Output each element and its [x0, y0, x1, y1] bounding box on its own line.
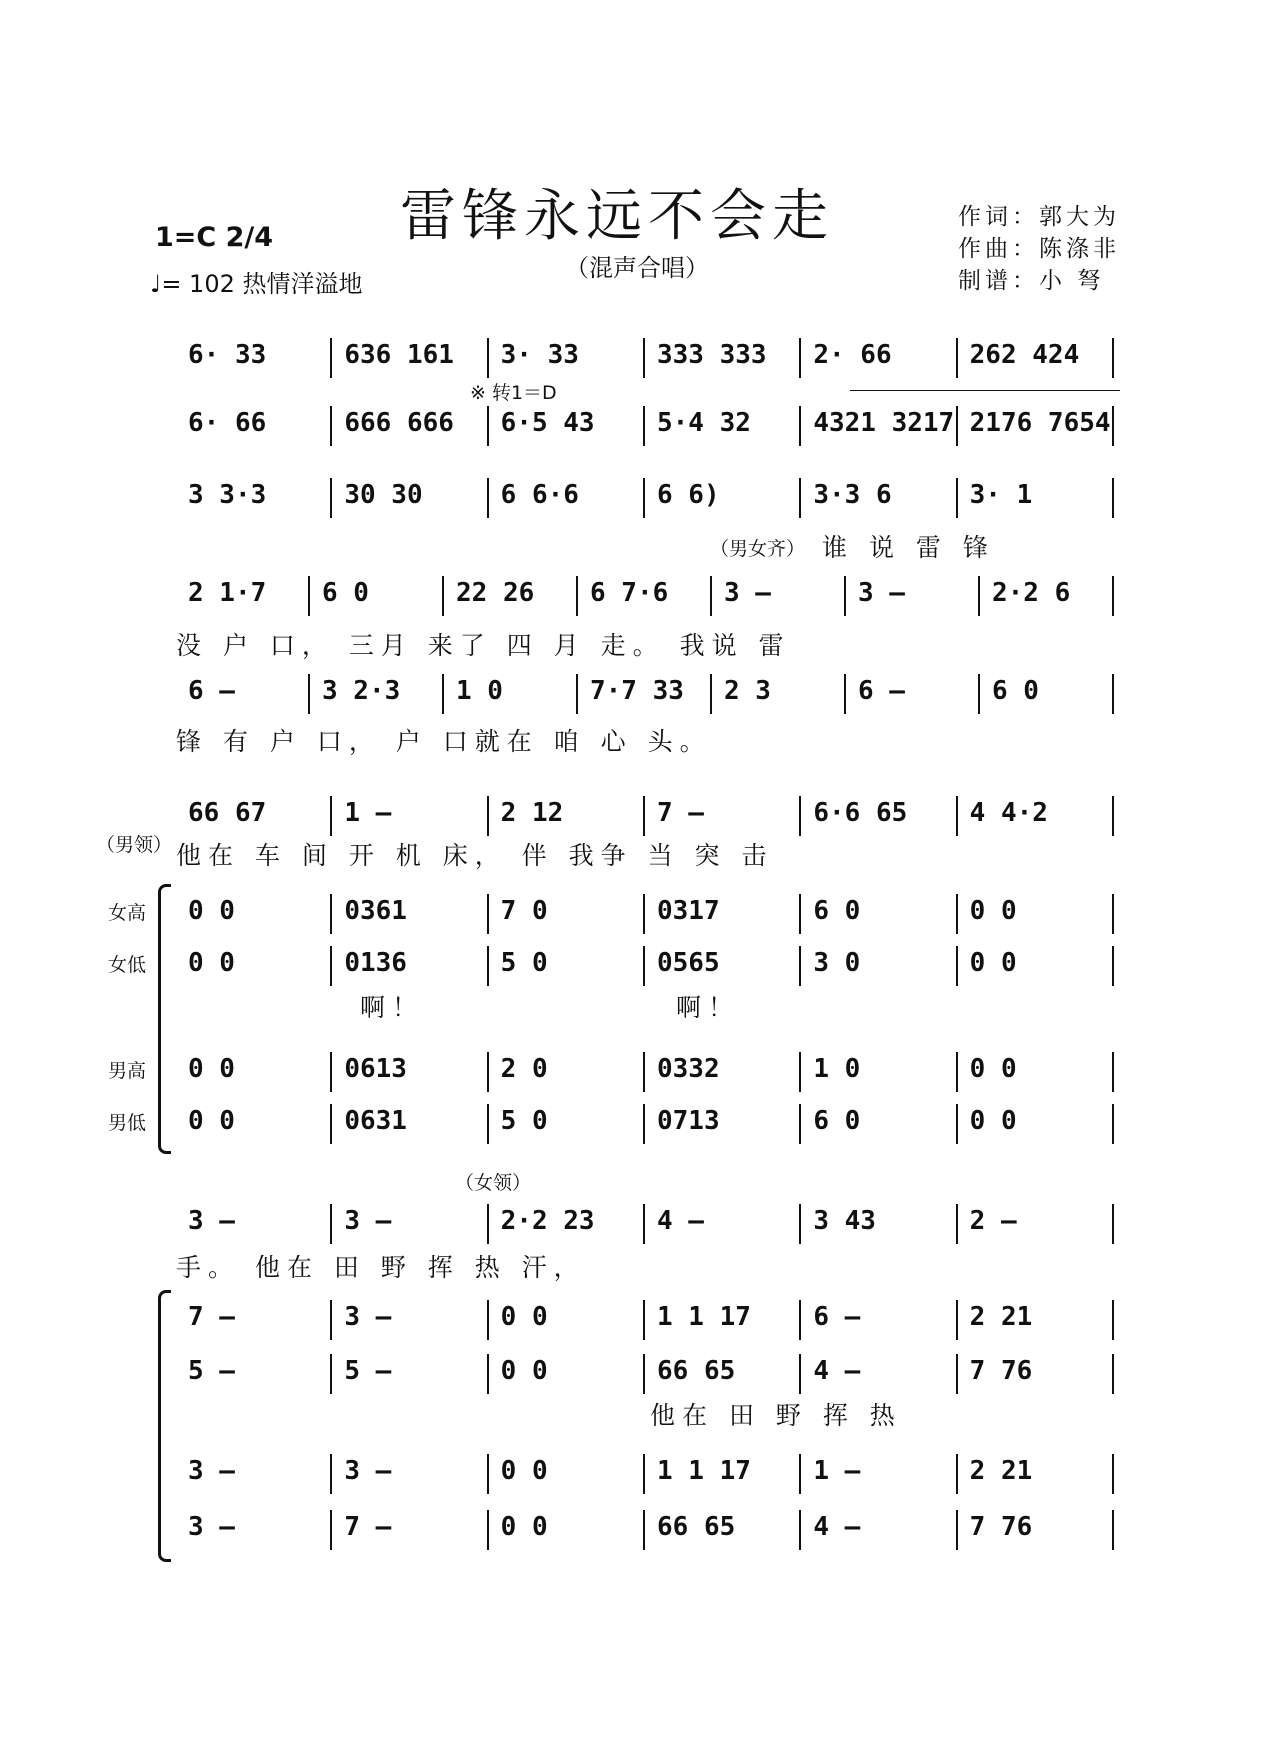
line4-barline	[1112, 576, 1114, 616]
lyricist-credit: 作词：郭大为	[958, 204, 1120, 230]
key-change-mark: ※ 转1＝D	[470, 382, 557, 404]
men-lead-bar-4: 7 –	[657, 798, 704, 828]
sec2-part-2-bar-2: 5 –	[344, 1356, 392, 1386]
line3-bar-5: 3·3 6	[813, 480, 892, 510]
part-4-bar-1: 0 0	[188, 1106, 235, 1136]
part-2-barline	[643, 946, 645, 986]
lyrics-line5: 锋 有 户 口， 户 口就在 咱 心 头。	[176, 727, 712, 756]
line5-barline	[576, 674, 578, 714]
sec2-part-2-bar-4: 66 65	[657, 1356, 736, 1386]
part-4-barline	[643, 1104, 645, 1144]
line1-bar-4: 333 333	[657, 340, 767, 370]
men-lead-bar-6: 4 4·2	[969, 798, 1048, 828]
men-lead-barline	[330, 796, 332, 836]
sec2-part-4-bar-1: 3 –	[188, 1512, 235, 1542]
part-4-barline	[1112, 1104, 1114, 1144]
part-1-bar-4: 0317	[657, 896, 720, 926]
line5-barline	[844, 674, 846, 714]
sec2-part-1-bar-2: 3 –	[344, 1302, 392, 1332]
part-4-bar-2: 0631	[344, 1106, 407, 1136]
line4-bar-5: 3 –	[724, 578, 771, 608]
part-4-bar-5: 6 0	[813, 1106, 861, 1136]
sec2-part-1-bar-5: 6 –	[813, 1302, 861, 1332]
part-1-bar-6: 0 0	[969, 896, 1017, 926]
men-lead-barline	[487, 796, 489, 836]
sec2-part-4-bar-5: 4 –	[813, 1512, 861, 1542]
sec2-part-2-barline	[956, 1354, 958, 1394]
part-2-bar-3: 5 0	[500, 948, 548, 978]
line2-barline	[799, 406, 801, 446]
sec2-part-2-barline	[799, 1354, 801, 1394]
sec2-part-3-barline	[330, 1454, 332, 1494]
part-2-barline	[956, 946, 958, 986]
ah-lyric-1: 啊！	[360, 993, 425, 1022]
line4-barline	[308, 576, 310, 616]
sec2-part-2-barline	[330, 1354, 332, 1394]
line1-bar-2: 636 161	[344, 340, 454, 370]
men-lead-bar-5: 6·6 65	[813, 798, 908, 828]
line3-barline	[799, 478, 801, 518]
sec2-lead-bar-1: 3 –	[188, 1206, 235, 1236]
decrescendo-hairpin	[850, 370, 1120, 391]
part-2-bar-5: 3 0	[813, 948, 861, 978]
sec2-part-3-barline	[643, 1454, 645, 1494]
part-2-bar-2: 0136	[344, 948, 407, 978]
part-3-barline	[956, 1052, 958, 1092]
part-label-4: 男低	[108, 1112, 147, 1134]
sec2-part-2-barline	[487, 1354, 489, 1394]
sec2-part-4-barline	[956, 1510, 958, 1550]
part-4-bar-4: 0713	[657, 1106, 720, 1136]
sec2-part-3-bar-6: 2 21	[969, 1456, 1033, 1486]
line2-bar-5: 4321 3217	[813, 408, 955, 438]
tempo-marking: ♩= 102 热情洋溢地	[150, 270, 363, 298]
sec2-lead-barline	[643, 1204, 645, 1244]
sec2-part-4-barline	[1112, 1510, 1114, 1550]
men-lead-barline	[643, 796, 645, 836]
sec2-part-3-bar-4: 1 1 17	[657, 1456, 751, 1486]
line3-barline	[643, 478, 645, 518]
sec2-part-1-bar-4: 1 1 17	[657, 1302, 751, 1332]
sec2-lead-bar-2: 3 –	[344, 1206, 392, 1236]
part-4-barline	[799, 1104, 801, 1144]
part-2-barline	[799, 946, 801, 986]
part-4-barline	[330, 1104, 332, 1144]
sec2-part-4-bar-3: 0 0	[500, 1512, 548, 1542]
line3-barline	[330, 478, 332, 518]
part-1-bar-5: 6 0	[813, 896, 861, 926]
line3-barline	[1112, 478, 1114, 518]
line5-bar-4: 7·7 33	[590, 676, 684, 706]
part-label-1: 女高	[108, 902, 147, 924]
line4-barline	[442, 576, 444, 616]
part-2-bar-1: 0 0	[188, 948, 235, 978]
part-1-barline	[799, 894, 801, 934]
unison-label: （男女齐）	[710, 538, 806, 560]
line3-barline	[956, 478, 958, 518]
sec2-part-2-bar-6: 7 76	[969, 1356, 1033, 1386]
line2-bar-4: 5·4 32	[657, 408, 751, 438]
men-lead-label: （男领）	[96, 834, 173, 856]
line3-bar-3: 6 6·6	[500, 480, 579, 510]
part-2-barline	[330, 946, 332, 986]
song-title: 雷锋永远不会走	[400, 184, 834, 249]
part-3-bar-6: 0 0	[969, 1054, 1017, 1084]
part-2-bar-4: 0565	[657, 948, 720, 978]
line3-bar-6: 3· 1	[969, 480, 1033, 510]
sec2-part-3-barline	[1112, 1454, 1114, 1494]
sec2-part-4-bar-2: 7 –	[344, 1512, 392, 1542]
part-3-bar-4: 0332	[657, 1054, 720, 1084]
women-lead-label: （女领）	[455, 1172, 532, 1194]
sec2-part-1-bar-6: 2 21	[969, 1302, 1033, 1332]
sec2-part-4-barline	[643, 1510, 645, 1550]
part-1-bar-1: 0 0	[188, 896, 235, 926]
part-4-bar-3: 5 0	[500, 1106, 548, 1136]
part-3-bar-2: 0613	[344, 1054, 407, 1084]
line4-bar-2: 6 0	[322, 578, 369, 608]
line4-bar-3: 22 26	[456, 578, 535, 608]
line5-barline	[978, 674, 980, 714]
sec2-lead-barline	[330, 1204, 332, 1244]
part-3-barline	[643, 1052, 645, 1092]
sec2-lead-bar-4: 4 –	[657, 1206, 704, 1236]
sec2-part-4-barline	[330, 1510, 332, 1550]
part-3-bar-5: 1 0	[813, 1054, 861, 1084]
sec2-lead-barline	[1112, 1204, 1114, 1244]
sec2-part-3-barline	[799, 1454, 801, 1494]
part-3-barline	[487, 1052, 489, 1092]
sec2-lead-barline	[956, 1204, 958, 1244]
line1-barline	[799, 338, 801, 378]
men-lead-bar-3: 2 12	[500, 798, 564, 828]
line4-bar-7: 2·2 6	[992, 578, 1071, 608]
song-subtitle: （混声合唱）	[565, 254, 709, 282]
line2-bar-3: 6·5 43	[500, 408, 595, 438]
choir-brace	[158, 884, 171, 1154]
lyrics-line4: 没 户 口， 三月 来了 四 月 走。 我说 雷	[176, 631, 791, 660]
sec2-part-3-barline	[487, 1454, 489, 1494]
line4-bar-1: 2 1·7	[188, 578, 267, 608]
sec2-part-2-barline	[643, 1354, 645, 1394]
sec2-part-2-barline	[1112, 1354, 1114, 1394]
part-label-2: 女低	[108, 954, 147, 976]
part-1-bar-3: 7 0	[500, 896, 548, 926]
line4-bar-6: 3 –	[858, 578, 905, 608]
sec2-lead-barline	[487, 1204, 489, 1244]
sec2-part-3-bar-5: 1 –	[813, 1456, 861, 1486]
line3-barline	[487, 478, 489, 518]
line4-barline	[576, 576, 578, 616]
line2-barline	[1112, 406, 1114, 446]
sec2-part-2-bar-3: 0 0	[500, 1356, 548, 1386]
sec2-part-1-bar-3: 0 0	[500, 1302, 548, 1332]
sec2-part-2-bar-5: 4 –	[813, 1356, 861, 1386]
line5-barline	[308, 674, 310, 714]
part-3-barline	[799, 1052, 801, 1092]
sec2-lead-barline	[799, 1204, 801, 1244]
men-lead-bar-2: 1 –	[344, 798, 392, 828]
lyrics-line3: 谁 说 雷 锋	[822, 533, 995, 562]
sec2-part-1-barline	[799, 1300, 801, 1340]
line1-bar-5: 2· 66	[813, 340, 892, 370]
sec2-lead-bar-3: 2·2 23	[500, 1206, 595, 1236]
line5-bar-5: 2 3	[724, 676, 771, 706]
sec2-part-4-barline	[487, 1510, 489, 1550]
sec2-part-4-bar-6: 7 76	[969, 1512, 1033, 1542]
line2-barline	[956, 406, 958, 446]
sec2-part-4-bar-4: 66 65	[657, 1512, 736, 1542]
part-2-bar-6: 0 0	[969, 948, 1017, 978]
part-4-barline	[956, 1104, 958, 1144]
part-3-barline	[330, 1052, 332, 1092]
line1-barline	[487, 338, 489, 378]
sec2-part-3-bar-2: 3 –	[344, 1456, 392, 1486]
line5-bar-7: 6 0	[992, 676, 1039, 706]
line4-barline	[710, 576, 712, 616]
sec2-part-1-barline	[956, 1300, 958, 1340]
line5-barline	[442, 674, 444, 714]
sec2-part-3-bar-3: 0 0	[500, 1456, 548, 1486]
engraver-credit: 制谱：小 弩	[958, 268, 1105, 294]
sec2-part-1-bar-1: 7 –	[188, 1302, 235, 1332]
line1-bar-3: 3· 33	[500, 340, 579, 370]
part-4-bar-6: 0 0	[969, 1106, 1017, 1136]
part-1-barline	[643, 894, 645, 934]
sec2-part-3-bar-1: 3 –	[188, 1456, 235, 1486]
part-1-barline	[330, 894, 332, 934]
part-3-bar-3: 2 0	[500, 1054, 548, 1084]
part-2-barline	[1112, 946, 1114, 986]
line5-barline	[1112, 674, 1114, 714]
line3-bar-2: 30 30	[344, 480, 423, 510]
choir-brace-2	[158, 1290, 171, 1562]
line4-barline	[844, 576, 846, 616]
line1-barline	[330, 338, 332, 378]
composer-credit: 作曲：陈涤非	[958, 236, 1120, 262]
line5-bar-3: 1 0	[456, 676, 503, 706]
sec2-lead-lyrics: 手。 他在 田 野 挥 热 汗，	[176, 1253, 586, 1282]
line2-barline	[330, 406, 332, 446]
part-3-barline	[1112, 1052, 1114, 1092]
line2-bar-6: 2176 7654	[969, 408, 1111, 438]
key-signature: 1=C 2/4	[155, 222, 274, 253]
sec2-lead-bar-5: 3 43	[813, 1206, 876, 1236]
part-1-barline	[956, 894, 958, 934]
line1-bar-6: 262 424	[969, 340, 1080, 370]
part-1-barline	[487, 894, 489, 934]
ah-lyric-2: 啊！	[676, 993, 741, 1022]
line1-barline	[643, 338, 645, 378]
sec2-part-1-barline	[643, 1300, 645, 1340]
part-2-barline	[487, 946, 489, 986]
part-4-barline	[487, 1104, 489, 1144]
line2-bar-2: 666 666	[344, 408, 454, 438]
line2-bar-1: 6· 66	[188, 408, 267, 438]
line3-bar-1: 3 3·3	[188, 480, 267, 510]
men-lead-barline	[799, 796, 801, 836]
part-3-bar-1: 0 0	[188, 1054, 235, 1084]
line5-bar-1: 6 –	[188, 676, 235, 706]
sec2-part-1-barline	[330, 1300, 332, 1340]
men-lead-barline	[1112, 796, 1114, 836]
sec2-part-4-barline	[799, 1510, 801, 1550]
sec2-lead-bar-6: 2 –	[969, 1206, 1017, 1236]
part-1-bar-2: 0361	[344, 896, 407, 926]
line3-bar-4: 6 6)	[657, 480, 720, 510]
men-lead-barline	[956, 796, 958, 836]
line4-bar-4: 6 7·6	[590, 578, 669, 608]
part-label-3: 男高	[108, 1060, 147, 1082]
line2-barline	[643, 406, 645, 446]
part-1-barline	[1112, 894, 1114, 934]
line5-barline	[710, 674, 712, 714]
line1-bar-1: 6· 33	[188, 340, 267, 370]
men-lead-bar-1: 66 67	[188, 798, 267, 828]
line5-bar-2: 3 2·3	[322, 676, 401, 706]
sec2-part-2-bar-1: 5 –	[188, 1356, 235, 1386]
line4-barline	[978, 576, 980, 616]
sec2-part-1-barline	[1112, 1300, 1114, 1340]
sec2-part-3-barline	[956, 1454, 958, 1494]
line2-barline	[487, 406, 489, 446]
men-lead-lyrics: 他在 车 间 开 机 床， 伴 我争 当 突 击	[176, 841, 774, 870]
sec2-part-1-barline	[487, 1300, 489, 1340]
sec2-lyrics: 他在 田 野 挥 热	[650, 1401, 902, 1430]
line5-bar-6: 6 –	[858, 676, 905, 706]
